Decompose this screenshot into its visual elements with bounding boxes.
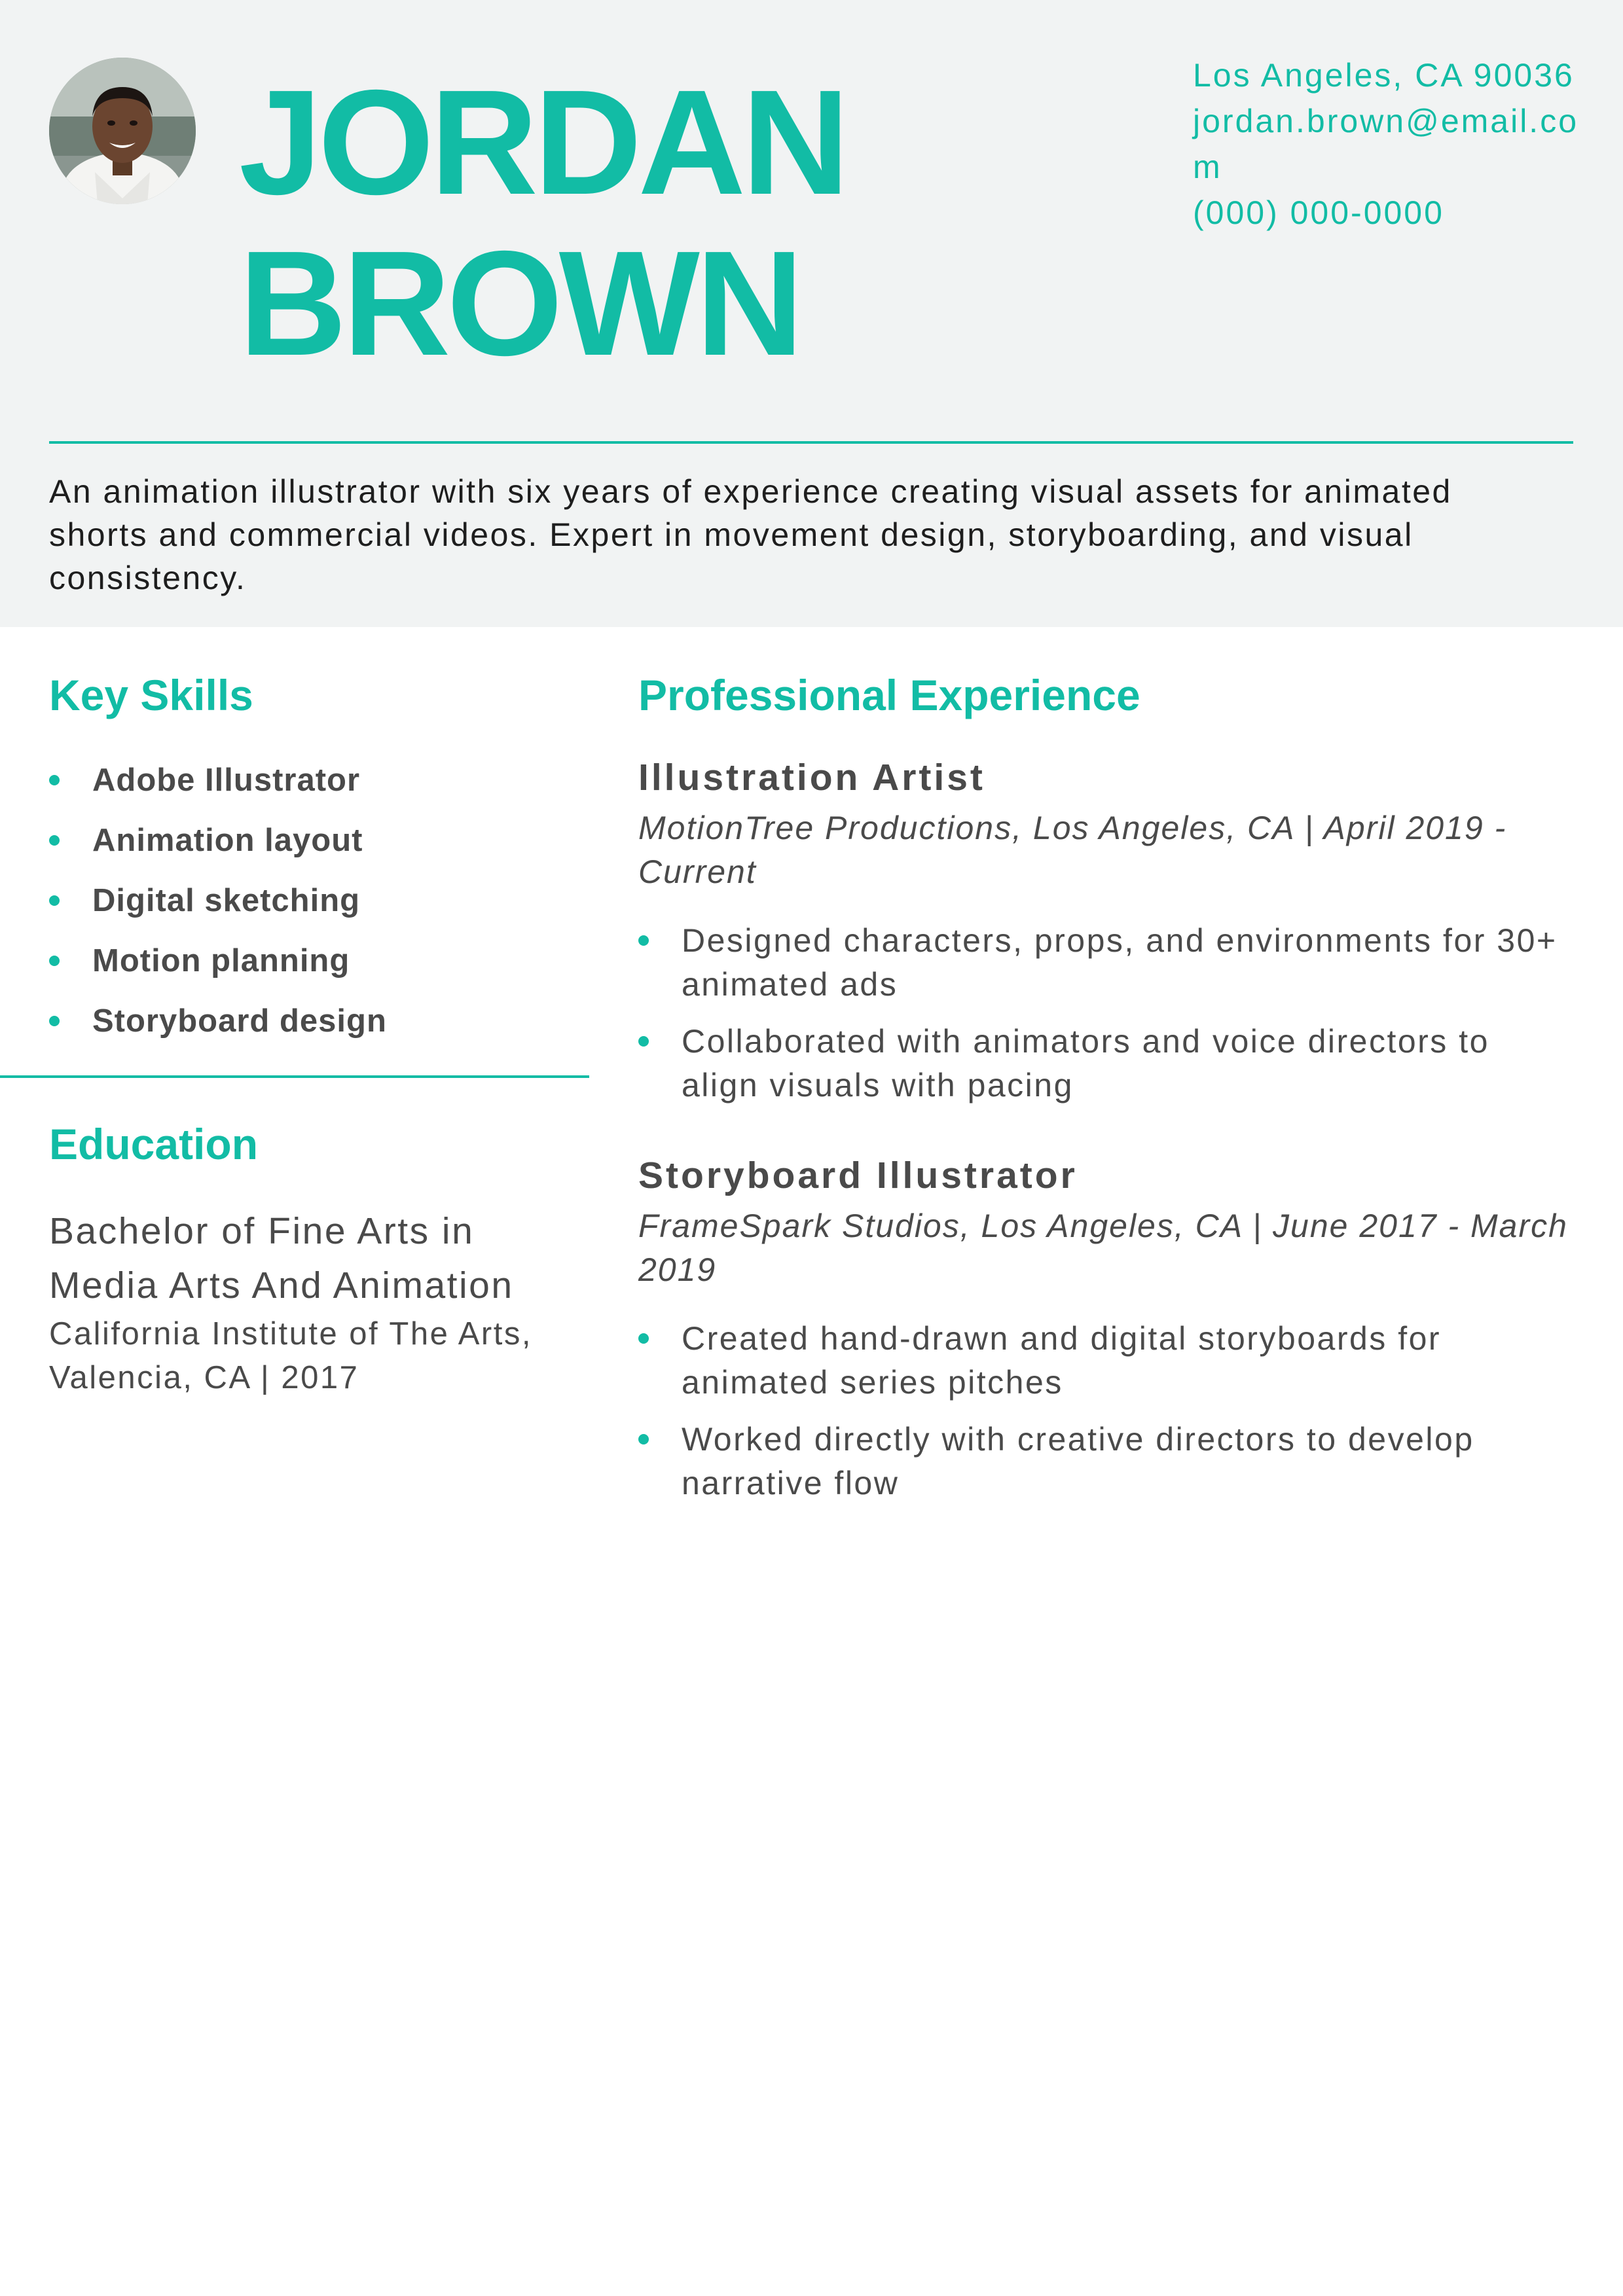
skill-item — [49, 870, 387, 931]
bullet-icon — [638, 1333, 649, 1344]
job-bullet-text: Designed characters, props, and environments for 30+ animated ads — [682, 922, 1558, 1003]
experience-entry — [638, 1149, 1575, 1518]
job-title: Storyboard Illustrator — [638, 1155, 1078, 1196]
candidate-name — [239, 60, 846, 387]
contact-phone[interactable]: (000) 000-0000 — [1193, 194, 1444, 231]
education-degree: Bachelor of Fine Arts in Media Arts And Animation — [49, 1210, 514, 1306]
job-bullet — [638, 1418, 1575, 1505]
contact-email[interactable]: jordan.brown@email.com — [1193, 103, 1579, 185]
bullet-icon — [49, 956, 60, 966]
job-bullets — [638, 919, 1575, 1107]
job-bullet — [638, 919, 1575, 1007]
bullet-icon — [49, 1016, 60, 1026]
skill-item — [49, 750, 387, 810]
education-school: California Institute of The Arts, Valencia, CA | 2017 — [49, 1316, 532, 1395]
job-title: Illustration Artist — [638, 757, 985, 798]
skill-label: Adobe Illustrator — [92, 762, 361, 798]
job-bullet — [638, 1317, 1575, 1405]
professional-summary: An animation illustrator with six years of experience creating visual assets for animated shorts and commercial videos. Expert in movement design, storyboarding, and visual consistency. — [49, 473, 1452, 596]
bullet-icon — [638, 935, 649, 946]
experience-heading: Professional Experience — [638, 671, 1140, 719]
education-heading: Education — [49, 1120, 259, 1168]
avatar-portrait-icon — [49, 58, 196, 204]
job-bullet-text: Worked directly with creative directors to develop narrative flow — [682, 1421, 1474, 1501]
bullet-icon — [49, 835, 60, 846]
skill-item — [49, 991, 387, 1051]
bullet-icon — [49, 775, 60, 785]
first-name: JORDAN — [239, 60, 846, 226]
skills-divider — [0, 1075, 589, 1078]
job-employer-dates: MotionTree Productions, Los Angeles, CA | April 2019 - Current — [638, 810, 1507, 890]
contact-info — [1193, 52, 1586, 236]
skill-item — [49, 810, 387, 870]
skill-label: Animation layout — [92, 823, 363, 858]
bullet-icon — [638, 1036, 649, 1047]
skills-list — [49, 750, 387, 1051]
contact-location: Los Angeles, CA 90036 — [1193, 57, 1575, 94]
job-bullet-text: Created hand-drawn and digital storyboards for animated series pitches — [682, 1320, 1442, 1401]
last-name: BROWN — [239, 221, 800, 387]
job-employer-dates: FrameSpark Studios, Los Angeles, CA | June 2017 - March 2019 — [638, 1208, 1568, 1288]
resume-header — [0, 0, 1623, 627]
bullet-icon — [49, 895, 60, 906]
skill-item — [49, 931, 387, 991]
job-bullet-text: Collaborated with animators and voice directors to align visuals with pacing — [682, 1023, 1489, 1103]
skills-heading: Key Skills — [49, 671, 253, 719]
experience-entry — [638, 751, 1575, 1121]
header-divider — [49, 441, 1573, 444]
skill-label: Digital sketching — [92, 883, 361, 918]
skill-label: Motion planning — [92, 943, 350, 978]
skill-label: Storyboard design — [92, 1003, 387, 1039]
bullet-icon — [638, 1434, 649, 1444]
profile-photo — [49, 58, 196, 204]
job-bullet — [638, 1020, 1575, 1107]
job-bullets — [638, 1317, 1575, 1505]
